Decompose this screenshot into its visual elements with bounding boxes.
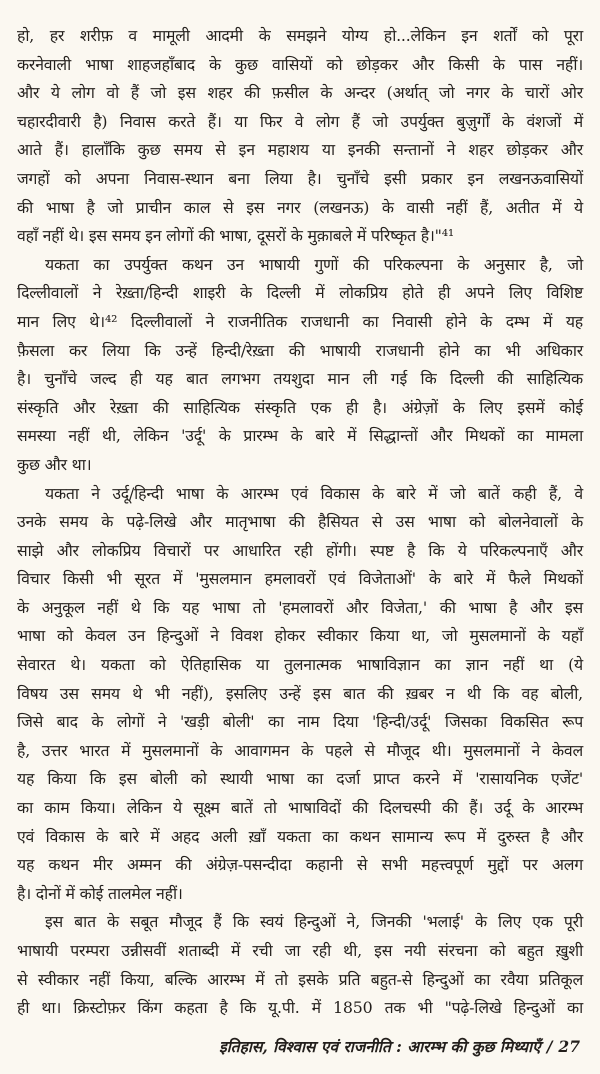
text-line: भाषा को केवल उन हिन्दुओं ने विवश होकर स्वीकार किया था, जो मुसलमानों के यहाँ <box>17 626 583 646</box>
text-line: विचार किसी भी सूरत में 'मुसलमान हमलावरों एवं विजेताओं' के बारे में फैले मिथकों <box>17 569 583 589</box>
text-line: संस्कृति और रेख़्ता की साहित्यिक संस्कृति एक ही है। अंग्रेज़ों के लिए इसमें कोई <box>17 397 583 417</box>
text-line: यकता ने उर्दू/हिन्दी भाषा के आरम्भ एवं विकास के बारे में जो बातें कही हैं, वे <box>45 483 583 503</box>
text-line: दिल्लीवालों ने रेख़्ता/हिन्दी शाइरी के दिल्ली में लोकप्रिय होते ही अपने लिए विशिष्ट <box>17 283 583 303</box>
text-line: ही था। क्रिस्टोफ़र किंग कहता है कि यू.पी. में 1850 तक भी "पढ़े-लिखे हिन्दुओं का <box>17 998 583 1018</box>
text-line: जिसे बाद के लोगों ने 'खड़ी बोली' का नाम दिया 'हिन्दी/उर्दू' जिसका विकसित रूप <box>17 712 583 732</box>
text-line: एवं विकास के बारे में अहद अली ख़ाँ यकता का कथन सामान्य रूप में दुरुस्त है और <box>17 826 583 846</box>
text-line: जगहों को अपना निवास-स्थान बना लिया है। चुनाँचे इसी प्रकार इन लखनऊवासियों <box>17 168 583 188</box>
text-line: की भाषा है जो प्राचीन काल से इस नगर (लखनऊ) के वासी नहीं हैं, अतीत में ये <box>17 197 583 217</box>
text-line: वहाँ नहीं थे। इस समय इन लोगों की भाषा, दूसरों के मुक़ाबले में परिष्कृत है।"⁴¹ <box>17 226 455 246</box>
text-line: उनके समय के पढ़े-लिखे और मातृभाषा की हैसियत से उस भाषा को बोलनेवालों के <box>17 512 583 532</box>
text-line: समस्या नहीं थी, लेकिन 'उर्दू' के प्रारम्भ के बारे में सिद्धान्तों और मिथकों का मामला <box>17 426 583 446</box>
text-line: मान लिए थे।⁴² दिल्लीवालों ने राजनीतिक राजधानी का निवासी होने के दम्भ में यह <box>17 311 583 331</box>
text-line: चहारदीवारी है) निवास करते हैं। या फिर वे लोग हैं जो उपर्युक्त बुज़ुर्गों के वंशजों में <box>17 111 583 131</box>
text-line: है। चुनाँचे जल्द ही यह बात लगभग तयशुदा मान ली गई कि दिल्ली की साहित्यिक <box>17 369 583 389</box>
text-line: से स्वीकार नहीं किया, बल्कि आरम्भ में तो इसके प्रति बहुत-से हिन्दुओं का रवैया प्रतिकूल <box>17 969 583 989</box>
text-line: विषय उस समय थे भी नहीं), इसलिए उन्हें इस बात की ख़बर न थी कि वह बोली, <box>17 683 583 703</box>
text-line: यह कथन मीर अम्मन की अंग्रेज़-पसन्दीदा कहानी से सभी महत्त्वपूर्ण मुद्दों पर अलग <box>17 855 583 875</box>
text-line: और ये लोग वो हैं जो इस शहर की फ़सील के अन्दर (अर्थात् जो नगर के चारों ओर <box>17 83 583 103</box>
text-line: साझे और लोकप्रिय विचारों पर आधारित रही होंगी। स्पष्ट है कि ये परिकल्पनाएँ और <box>17 540 583 560</box>
footer-separator: / <box>546 1037 553 1056</box>
text-line: यकता का उपर्युक्त कथन उन भाषायी गुणों की परिकल्पना के अनुसार है, जो <box>45 254 583 274</box>
text-line: भाषायी परम्परा उन्नीसवीं शताब्दी में रची जा रही थी, इस नयी संरचना को बहुत ख़ुशी <box>17 941 583 960</box>
text-line: करनेवाली भाषा शाहजहाँबाद के कुछ वासियों को छोड़कर और किसी के पास नहीं। <box>17 54 583 74</box>
text-line: फ़ैसला कर लिया कि उन्हें हिन्दी/रेख़्ता की भाषायी राजधानी होने का भी अधिकार <box>17 340 583 360</box>
paragraph <box>17 480 583 909</box>
text-line: का काम किया। लेकिन ये सूक्ष्म बातें तो भाषाविदों की दिलचस्पी की हैं। उर्दू के आरम्भ <box>17 798 583 818</box>
text-line: यह किया कि इस बोली को स्थायी भाषा का दर्जा प्राप्त करने में 'रासायनिक एजेंट' <box>17 769 583 789</box>
text-line: हो, हर शरीफ़ व मामूली आदमी के समझने योग्य हो...लेकिन इन शर्तों को पूरा <box>17 26 583 45</box>
text-line: आते हैं। हालाँकि कुछ समय से इन महाशय या इनकी सन्तानों ने शहर छोड़कर और <box>17 140 583 160</box>
text-line: के अनुकूल नहीं थे कि यह भाषा तो 'हमलावरों और विजेता,' की भाषा है और इस <box>17 597 583 617</box>
paragraph <box>17 22 583 251</box>
page-number: 27 <box>558 1037 580 1056</box>
text-line: कुछ और था। <box>17 454 92 474</box>
text-line: है। दोनों में कोई तालमेल नहीं। <box>17 883 183 903</box>
body-text <box>17 22 583 1023</box>
paragraph <box>17 908 583 1022</box>
footer-title: इतिहास, विश्वास एवं राजनीति : आरम्भ की कुछ मिथ्याएँ <box>219 1037 541 1056</box>
text-line: इस बात के सबूत मौजूद हैं कि स्वयं हिन्दुओं ने, जिनकी 'भलाई' के लिए एक पूरी <box>45 912 583 932</box>
paragraph <box>17 251 583 480</box>
text-line: है, उत्तर भारत में मुसलमानों के आवागमन के पहले से मौजूद थी। मुसलमानों ने केवल <box>17 740 583 760</box>
running-footer <box>219 1035 580 1057</box>
text-line: सेवारत थे। यकता को ऐतिहासिक या तुलनात्मक भाषाविज्ञान का ज्ञान नहीं था (ये <box>17 655 583 675</box>
